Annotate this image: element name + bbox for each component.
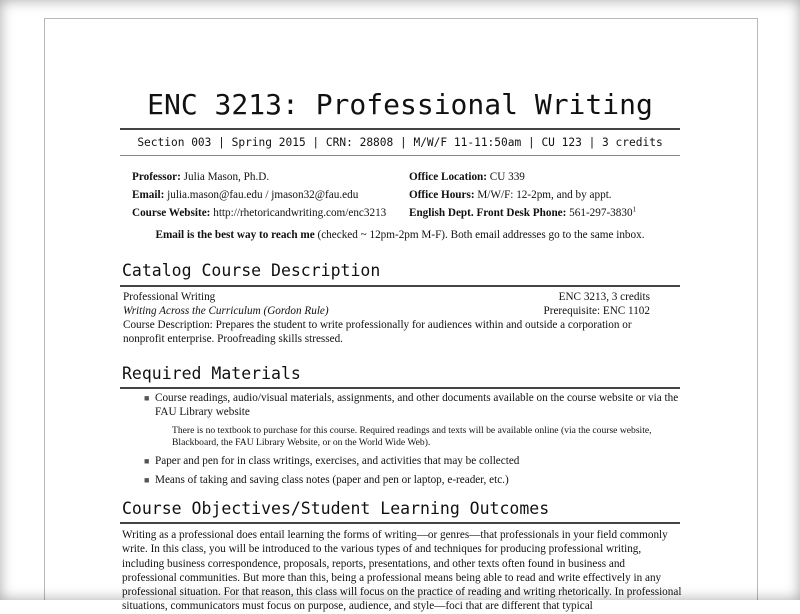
front-desk-phone: 561-297-3830 [569,207,633,219]
catalog-rule [120,285,680,287]
bullet-icon: ■ [144,393,150,403]
objectives-rule [120,522,680,524]
list-item: ■ Means of taking and saving class notes (paper and pen or laptop, e-reader, etc.) [144,474,509,486]
textbook-note: There is no textbook to purchase for this course. Required readings and texts will be available online (via the course website, Blackboard, the FAU Library Website, or on the World Wide Web). [172,425,652,448]
office-location-row: Office Location: CU 339 [409,171,525,183]
bullet-icon: ■ [144,475,150,485]
course-name: Professional Writing [123,291,216,303]
page-top-border [44,18,757,19]
course-number: ENC 3213, 3 credits [558,291,650,303]
office-location: CU 339 [489,171,525,183]
course-info-line: Section 003 | Spring 2015 | CRN: 28808 | M/W/F 11-11:50am | CU 123 | 3 credits [137,136,663,149]
email-addresses[interactable]: julia.mason@fau.edu / jmason32@fau.edu [167,189,359,201]
title-rule [120,128,680,130]
front-desk-row: English Dept. Front Desk Phone: 561-297-3830$^1$ [409,205,637,219]
professor-row: Professor: Julia Mason, Ph.D. [132,171,270,183]
office-hours: M/W/F: 12-2pm, and by appt. [477,189,612,201]
info-rule [120,155,680,156]
course-name-row [123,290,650,304]
prerequisite: Prerequisite: ENC 1102 [543,305,650,317]
page-left-border [44,18,45,600]
office-hours-row: Office Hours: M/W/F: 12-2pm, and by appt. [409,189,612,201]
catalog-block [123,290,650,346]
footnote-marker: 1 [632,205,637,214]
page-right-border [757,18,758,600]
email-note: Email is the best way to reach me (checked ~ 12pm-2pm M-F). Both email addresses go to the same inbox. [155,229,645,241]
materials-heading: Required Materials [122,364,301,383]
bullet-icon: ■ [144,456,150,466]
course-website-link[interactable]: http://rhetoricandwriting.com/enc3213 [213,207,387,219]
website-row: Course Website: http://rhetoricandwriting.com/enc3213 [132,207,387,219]
email-row: Email: julia.mason@fau.edu / jmason32@fau.edu [132,189,359,201]
page-title: ENC 3213: Professional Writing [147,88,653,121]
materials-list [144,391,682,487]
professor-name: Julia Mason, Ph.D. [183,171,270,183]
designation-row [123,304,650,318]
objectives-heading: Course Objectives/Student Learning Outcomes [122,499,550,518]
course-designation: Writing Across the Curriculum (Gordon Rule) [123,305,329,317]
course-description: Course Description: Prepares the student to write professionally for audiences within and outside a corporation or nonprofit enterprise. Proofreading skills stressed. [123,319,632,345]
materials-rule [120,387,680,389]
list-item: ■ Course readings, audio/visual materials, assignments, and other documents available on the course website or via the FAU Library website There is no textbook to purchase for this course. Required readings and texts will be available online (via the course website, Blackboard, the FAU Library Website, or on the World Wide Web). [144,392,679,448]
catalog-heading: Catalog Course Description [122,261,381,280]
contact-left-column [132,168,386,222]
objectives-paragraph: Writing as a professional does entail learning the forms of writing—or genres—that professionals in your field commonly write. In this class, you will be introduced to the various types of and techniques for producing professional writing, including business correspondence, proposals, reports, presentations, and other texts often found in business and professional communities. But more than this, being a professional means being able to read and write effectively in any professional situation. For that reason, this class will focus on the practice of reading and writing rhetorically. In professional situations, communicators must focus on purpose, audience, and style—foci that are different that typical [122,529,682,613]
list-item: ■ Paper and pen for in class writings, exercises, and activities that may be collected [144,455,520,467]
contact-right-column [409,168,636,222]
